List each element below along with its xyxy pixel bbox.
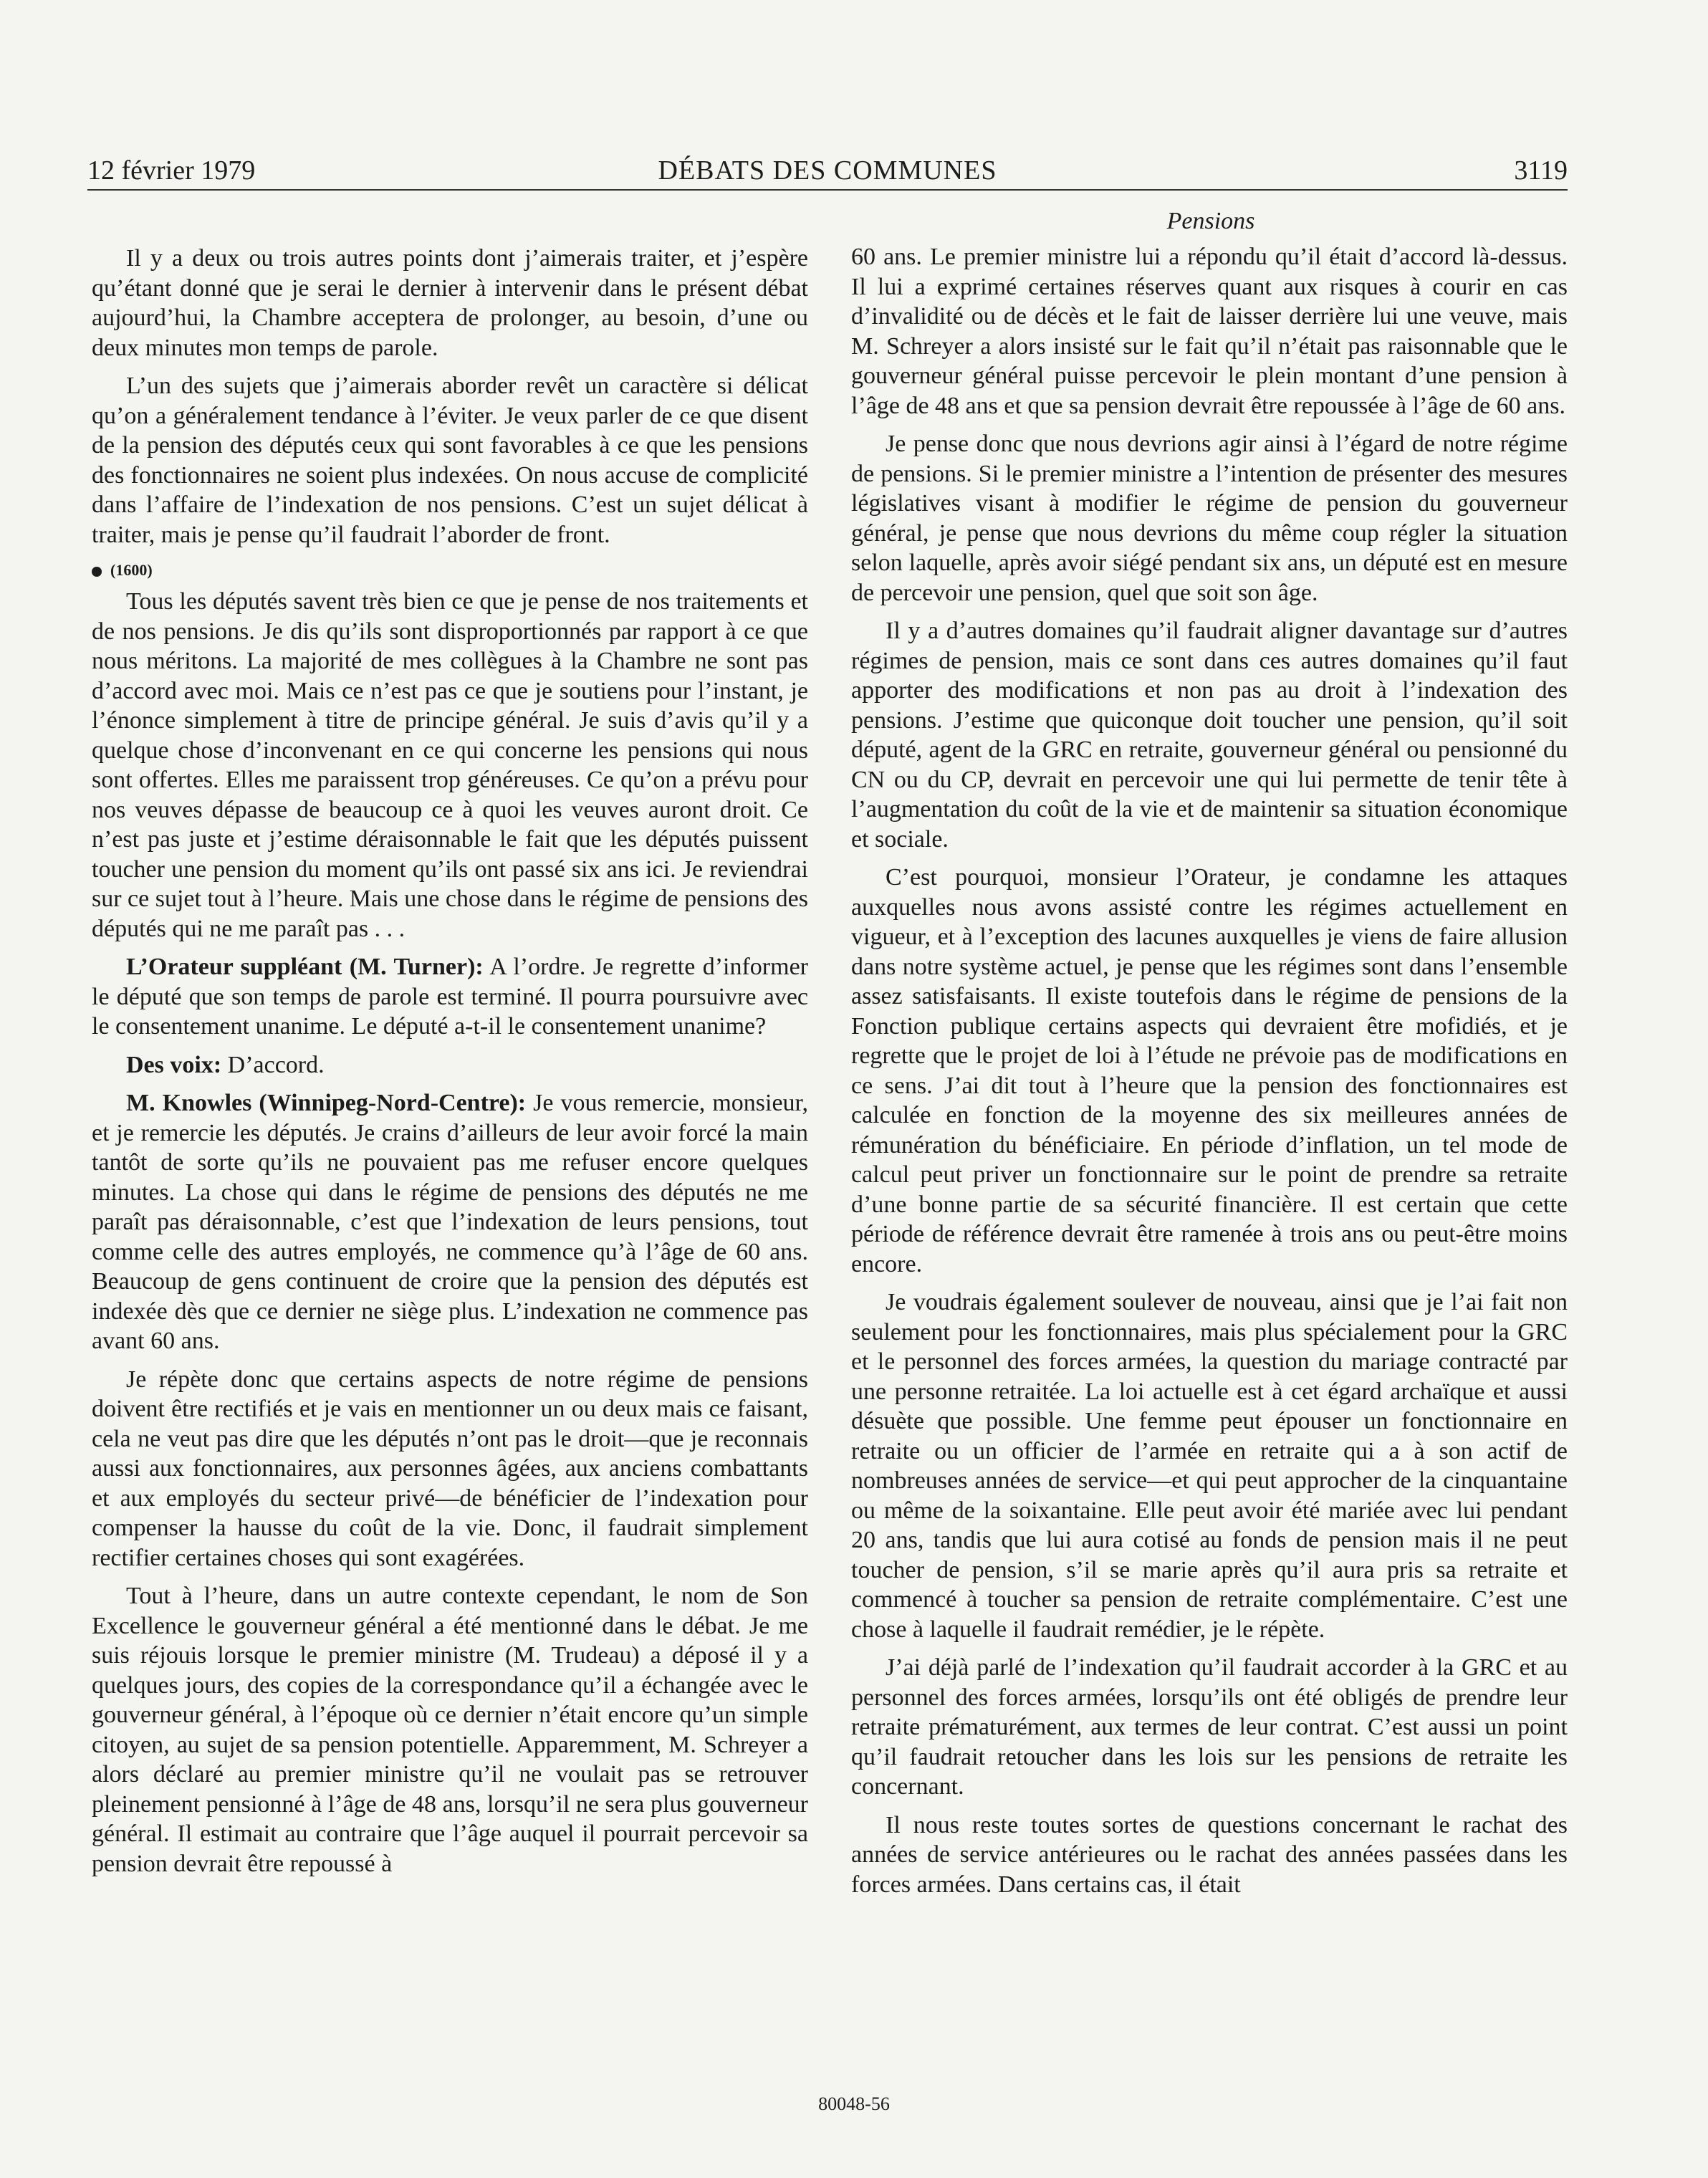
speech-text: D’accord. [221, 1051, 325, 1078]
paragraph: Tout à l’heure, dans un autre contexte cependant, le nom de Son Excellence le gouverneur général a été mentionné dans le débat. Je me suis réjouis lorsque le premier ministre (M. Trudeau) a déposé il y a quelques jours, des copies de la correspondance qu’il a échangée avec le gouverneur général, à l’époque où ce dernier n’était encore qu’un simple citoyen, au sujet de sa pension potentielle. Apparemment, M. Schreyer a alors déclaré au premier ministre qu’il ne voulait pas se retrouver pleinement pensionné à l’âge de 48 ans, lorsqu’il ne sera plus gouverneur général. Il estimait au contraire que l’âge auquel il pourrait percevoir sa pension devrait être repoussé à [92, 1583, 808, 1877]
speech-text: Je vous remercie, monsieur, et je remercie les députés. Je crains d’ailleurs de leur avoir forcé la main tantôt de sorte qu’ils ne pouvaient pas me refuser encore quelques minutes. La chose qui dans le régime de pensions des députés ne me paraît pas déraisonnable, c’est que l’indexation de leurs pensions, tout comme celle des autres employés, ne commence qu’à l’âge de 60 ans. Beaucoup de gens continuent de croire que la pension des députés est indexée dès que ce dernier ne siège plus. L’indexation ne commence pas avant 60 ans. [92, 1090, 808, 1354]
speaker-paragraph [92, 952, 808, 1042]
paragraph: Il y a d’autres domaines qu’il faudrait aligner davantage sur d’autres régimes de pension, mais ce sont dans ces autres domaines qu’il faut apporter des modifications et non pas au droit à l’indexation des pensions. J’estime que quiconque doit toucher une pension, qu’il soit député, agent de la GRC en retraite, gouverneur général ou pensionné du CN ou du CP, devrait en percevoir une qui lui permette de tenir tête à l’augmentation du coût de la vie et de maintenir sa situation économique et sociale. [851, 618, 1568, 853]
speaker-paragraph [92, 1050, 808, 1080]
time-marker [92, 558, 808, 582]
paragraph: Il nous reste toutes sortes de questions concernant le rachat des années de service antérieures ou le rachat des années passées dans les forces armées. Dans certains cas, il était [851, 1811, 1568, 1898]
speaker-name: L’Orateur suppléant (M. Turner): [126, 954, 484, 980]
paragraph: L’un des sujets que j’aimerais aborder revêt un caractère si délicat qu’on a généralement tendance à l’éviter. Je veux parler de ce que disent de la pension des députés ceux qui sont favorables à ce que les pensions des fonctionnaires ne soient plus indexées. On nous accuse de complicité dans l’affaire de l’indexation de nos pensions. C’est un sujet délicat à traiter, mais je pense qu’il faudrait l’aborder de front. [92, 373, 808, 548]
speaker-paragraph [92, 1088, 808, 1356]
paragraph: Je voudrais également soulever de nouveau, ainsi que je l’ai fait non seulement pour les fonctionnaires, mais plus spécialement pour la GRC et le personnel des forces armées, la question du mariage contracté par une personne retraitée. La loi actuelle est à cet égard archaïque et aussi désuète que possible. Une femme peut épouser un fonctionnaire en retraite ou un officier de l’armée en retraite qui a à son actif de nombreuses années de service—et qui peut approcher de la cinquantaine ou même de la soixantaine. Elle peut avoir été mariée avec lui pendant 20 ans, tandis que lui aura cotisé au fonds de pension mais il ne peut toucher de pension, s’il se marie après qu’il aura pris sa retraite et commencé à toucher sa pension de retraite complémentaire. C’est une chose à laquelle il faudrait remédier, je le répète. [851, 1289, 1568, 1643]
header-title: DÉBATS DES COMMUNES [658, 155, 997, 186]
speaker-name: Des voix: [126, 1051, 222, 1078]
speech-text: A l’ordre. Je regrette d’informer le député que son temps de parole est terminé. Il pourra poursuivre avec le consentement unanime. Le député a-t-il le consentement unanime? [92, 954, 808, 1040]
header-rule [87, 189, 1568, 191]
right-column [851, 242, 1568, 1908]
paragraph: J’ai déjà parlé de l’indexation qu’il faudrait accorder à la GRC et au personnel des forces armées, lorsqu’ils ont été obligés de prendre leur retraite prématurément, aux termes de leur contrat. C’est aussi un point qu’il faudrait retoucher dans les lois sur les pensions de retraite les concernant. [851, 1654, 1568, 1800]
left-column [92, 244, 808, 1887]
speaker-name: M. Knowles (Winnipeg-Nord-Centre): [126, 1090, 527, 1116]
paragraph: Tous les députés savent très bien ce que je pense de nos traitements et de nos pensions. Je dis qu’ils sont disproportionnés par rapport à ce que nous méritons. La majorité de mes collègues à la Chambre ne sont pas d’accord avec moi. Mais ce n’est pas ce que je soutiens pour l’instant, je l’énonce simplement à titre de principe général. Je suis d’avis qu’il y a quelque chose d’inconvenant en ce qui concerne les pensions qui nous sont offertes. Elles me paraissent trop généreuses. Ce qu’on a prévu pour nos veuves dépasse de beaucoup ce à quoi les veuves auront droit. Ce n’est pas juste et j’estime déraisonnable le fait que les députés puissent toucher une pension du moment qu’ils ont passé six ans ici. Je reviendrai sur ce sujet tout à l’heure. Mais une chose dans le régime de pensions des députés qui ne me paraît pas . . . [92, 588, 808, 942]
paragraph: Je pense donc que nous devrions agir ainsi à l’égard de notre régime de pensions. Si le premier ministre a l’intention de présenter des mesures législatives visant à modifier le régime de pension du gouverneur général, je pense que nous devrions du même coup régler la situation selon laquelle, après avoir siégé pendant six ans, un député est en mesure de percevoir une pension, quel que soit son âge. [851, 431, 1568, 606]
page-header [87, 150, 1568, 191]
footer-code: 80048-56 [818, 2093, 890, 2114]
paragraph: C’est pourquoi, monsieur l’Orateur, je condamne les attaques auxquelles nous avons assisté contre les régimes actuellement en vigueur, et à l’exception des lacunes auxquelles je viens de faire allusion dans notre système actuel, je pense que les régimes sont dans l’ensemble assez satisfaisants. Il existe toutefois dans le régime de pensions de la Fonction publique certains aspects qui devraient être mofidiés, et je regrette que le projet de loi à l’étude ne prévoie pas de modifications en ce sens. J’ai dit tout à l’heure que la pension des fonctionnaires est calculée en fonction de la moyenne des six meilleures années de rémunération du bénéficiaire. En période d’inflation, un tel mode de calcul peut priver un fonctionnaire sur le point de prendre sa retraite d’une bonne partie de sa sécurité financière. Il est certain que cette période de référence devrait être ramenée à trois ans ou peut-être moins encore. [851, 864, 1568, 1277]
paragraph: 60 ans. Le premier ministre lui a répondu qu’il était d’accord là-dessus. Il lui a exprimé certaines réserves quant aux risques à courir en cas d’invalidité ou de décès et le fait de laisser derrière lui une veuve, mais M. Schreyer a alors insisté sur le fait qu’il n’était pas raisonnable que le gouverneur général puisse percevoir le plein montant d’une pension à l’âge de 48 ans et que sa pension devrait être repoussée à l’âge de 60 ans. [851, 244, 1568, 419]
bullet-icon [92, 567, 102, 577]
header-page-number: 3119 [1514, 155, 1568, 186]
section-title: Pensions [1166, 208, 1255, 234]
time-marker-label: (1600) [110, 561, 153, 579]
header-date: 12 février 1979 [87, 155, 256, 186]
paragraph: Il y a deux ou trois autres points dont j’aimerais traiter, et j’espère qu’étant donné que je serai le dernier à intervenir dans le présent débat aujourd’hui, la Chambre acceptera de prolonger, au besoin, d’une ou deux minutes mon temps de parole. [92, 245, 808, 361]
paragraph: Je répète donc que certains aspects de notre régime de pensions doivent être rectifiés et je vais en mentionner un ou deux mais ce faisant, cela ne veut pas dire que les députés n’ont pas le droit—que je reconnais aussi aux fonctionnaires, aux personnes âgées, aux anciens combattants et aux employés du secteur privé—de bénéficier de l’indexation pour compenser la hausse du coût de la vie. Donc, il faudrait simplement rectifier certaines choses qui sont exagérées. [92, 1366, 808, 1571]
